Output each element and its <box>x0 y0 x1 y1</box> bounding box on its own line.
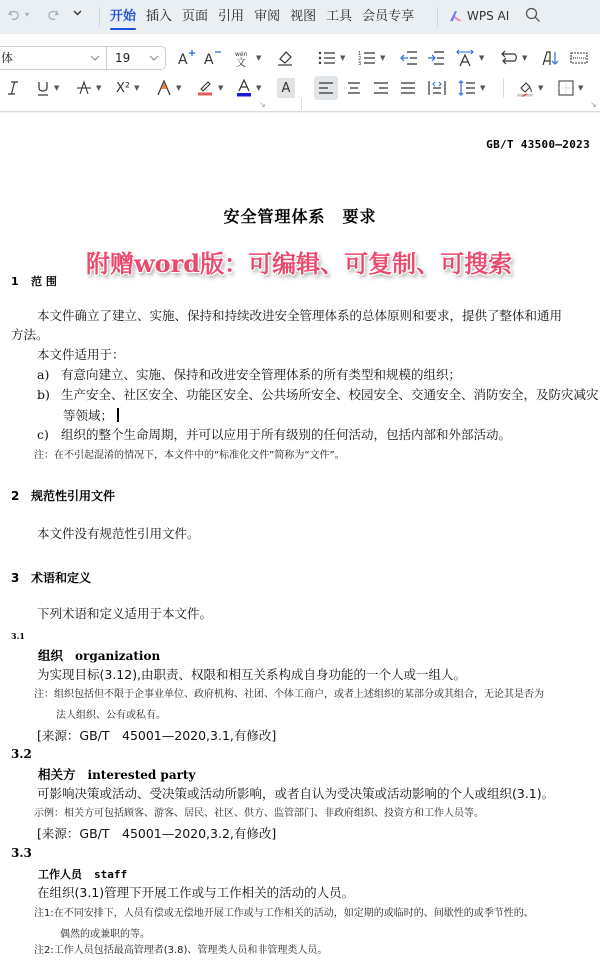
paragraph: 本文件适用于： <box>37 347 125 362</box>
example: 示例：相关方可包括顾客、游客、居民、社区、供方、监管部门、非政府组织、投资方和工作人员等。 <box>34 808 484 819</box>
term-definition: 在组织(3.1)管理下开展工作或与工作相关的活动的人员。 <box>37 885 355 900</box>
term-definition: 为实现目标(3.12),由职责、权限和相互关系构成自身功能的一个人或一组人。 <box>37 667 467 682</box>
tab-insert[interactable]: 插入 <box>146 9 173 24</box>
list-text: 组织的整个生命周期，并可以应用于所有级别的任何活动，包括内部和外部活动。 <box>61 427 512 442</box>
distribute-button[interactable] <box>428 78 446 98</box>
search-icon[interactable] <box>524 6 542 24</box>
table-grid-button[interactable] <box>570 48 588 68</box>
tab-tools[interactable]: 工具 <box>326 9 353 24</box>
align-left-button[interactable] <box>314 76 338 100</box>
section-title: 范 围 <box>31 275 57 288</box>
note: 注：在不引起混淆的情况下，本文件中的“标准化文件”简称为“文件”。 <box>34 450 345 461</box>
term-source: [来源：GB/T 45001—2020,3.1,有修改] <box>37 728 277 743</box>
menu-separator <box>99 7 100 27</box>
bullet-list-button[interactable] <box>318 48 345 68</box>
highlight-button[interactable] <box>196 78 223 98</box>
svg-text:A: A <box>178 52 188 67</box>
list-text: 有意向建立、实施、保持和改进安全管理体系的所有类型和规模的组织； <box>61 367 462 382</box>
numbered-list-button[interactable] <box>358 48 385 68</box>
char-shading-icon: A <box>281 80 291 96</box>
term-source: [来源：GB/T 45001—2020,3.2,有修改] <box>37 826 277 841</box>
clear-format-button[interactable] <box>276 48 294 68</box>
term-heading <box>38 646 160 664</box>
font-size-select[interactable] <box>106 46 166 70</box>
tab-view[interactable]: 视图 <box>290 9 317 24</box>
chevron-down-icon: ▼ <box>256 84 262 92</box>
font-dialog-launcher-icon[interactable]: ↘ <box>259 100 266 109</box>
tab-references[interactable]: 引用 <box>218 9 245 24</box>
term-zh: 工作人员 <box>38 868 82 881</box>
chevron-down-icon: ▼ <box>96 84 102 92</box>
ribbon-toolbar <box>0 34 600 112</box>
section-heading-1 <box>11 273 57 289</box>
term-en: organization <box>75 649 161 663</box>
strikethrough-button[interactable] <box>76 78 101 98</box>
chevron-down-icon: ▼ <box>578 84 584 92</box>
chevron-down-icon: ▼ <box>480 84 486 92</box>
section-heading-3 <box>11 569 91 586</box>
quick-access-more-icon[interactable] <box>72 7 83 21</box>
section-number: 3 <box>11 571 20 585</box>
section-title: 术语和定义 <box>31 571 92 585</box>
superscript-icon: X² <box>116 80 131 96</box>
tab-home[interactable]: 开始 <box>110 9 137 24</box>
section-title: 规范性引用文件 <box>31 489 116 503</box>
term-number: 3.3 <box>11 846 32 860</box>
paragraph-shading-button[interactable] <box>516 78 543 98</box>
term-number: 3.2 <box>11 747 32 761</box>
list-item <box>37 426 511 443</box>
chevron-down-icon: ▼ <box>176 84 182 92</box>
term-zh: 相关方 <box>38 767 76 782</box>
paragraph: 本文件确立了建立、实施、保持和持续改进安全管理体系的总体原则和要求，提供了整体和通用 <box>37 308 563 323</box>
svg-text:wén: wén <box>235 51 248 58</box>
document-title: 安全管理体系 要求 <box>223 207 377 226</box>
list-label: b) <box>37 387 50 402</box>
justify-button[interactable] <box>400 78 416 98</box>
list-label: a) <box>37 367 50 382</box>
svg-text:3: 3 <box>358 61 362 66</box>
sort-direction-button[interactable] <box>500 48 527 68</box>
chevron-down-icon: ▼ <box>218 84 224 92</box>
note: 注：组织包括但不限于企事业单位、政府机构、社团、个体工商户，或者上述组织的某部分或其组合，无论其是否为 <box>34 689 544 700</box>
paragraph: 本文件没有规范性引用文件。 <box>37 526 200 541</box>
group-separator <box>301 98 302 110</box>
tab-page[interactable]: 页面 <box>182 9 209 24</box>
paragraph: 方法。 <box>11 327 49 342</box>
wps-ai-label: WPS AI <box>467 9 510 23</box>
chevron-down-icon <box>90 47 100 78</box>
grow-font-button[interactable] <box>178 48 196 68</box>
line-spacing-button[interactable] <box>458 78 485 98</box>
list-label: c) <box>37 427 49 442</box>
ribbon-tabs <box>110 8 424 25</box>
increase-indent-button[interactable] <box>427 48 445 68</box>
align-right-button[interactable] <box>373 78 389 98</box>
align-center-button[interactable] <box>346 78 362 98</box>
list-item <box>37 386 599 403</box>
promo-watermark: 附赠word版：可编辑、可复制、可搜索 <box>86 249 513 278</box>
note: 偶然的或兼职的等。 <box>60 929 150 940</box>
term-en: staff <box>94 868 128 881</box>
paragraph-dialog-launcher-icon[interactable]: ↘ <box>590 100 597 109</box>
chevron-down-icon: ▼ <box>479 54 485 62</box>
text-effect-button[interactable] <box>156 78 181 98</box>
undo-dropdown-icon[interactable]: ▾ <box>25 10 30 19</box>
term-heading <box>38 866 127 882</box>
menu-bar <box>0 0 600 34</box>
list-item-continuation <box>63 407 119 424</box>
list-text: 等领域； <box>63 408 114 423</box>
menu-separator <box>437 7 438 27</box>
term-definition: 可影响决策或活动、受决策或活动所影响，或者自认为受决策或活动影响的个人或组织(3.1)。 <box>37 786 555 801</box>
superscript-button[interactable] <box>116 78 140 98</box>
paragraph: 下列术语和定义适用于本文件。 <box>37 606 213 621</box>
chevron-down-icon: ▼ <box>54 84 60 92</box>
term-en: interested party <box>87 768 196 782</box>
svg-text:文: 文 <box>236 58 246 67</box>
text-direction-button[interactable] <box>455 48 484 68</box>
redo-icon[interactable] <box>46 8 60 22</box>
list-item <box>37 366 461 383</box>
note: 法人组织、公有或私有。 <box>56 710 166 721</box>
wps-ai-logo-icon <box>449 10 463 22</box>
font-name-value: 体 <box>1 51 14 65</box>
term-heading <box>38 765 195 783</box>
chevron-down-icon: ▼ <box>340 54 346 62</box>
svg-text:2: 2 <box>358 56 362 62</box>
note: 注2:工作人员包括最高管理者(3.8)、管理类人员和非管理类人员。 <box>34 945 328 956</box>
chevron-down-icon <box>149 47 159 78</box>
shrink-font-button[interactable] <box>204 48 222 68</box>
italic-button[interactable] <box>6 78 20 98</box>
chevron-down-icon: ▼ <box>256 54 262 62</box>
term-zh: 组织 <box>38 648 64 663</box>
section-number: 2 <box>11 489 20 503</box>
note: 注1:在不同安排下，人员有偿或无偿地开展工作或与工作相关的活动，如定期的或临时的、间歇性的或季节性的、 <box>34 908 534 919</box>
font-size-value: 19 <box>115 51 131 65</box>
section-number: 1 <box>11 275 19 288</box>
tab-member[interactable]: 会员专享 <box>362 9 415 24</box>
svg-text:A: A <box>204 52 214 67</box>
term-number: 3.1 <box>11 631 25 641</box>
phonetic-guide-button[interactable] <box>234 48 261 68</box>
tab-review[interactable]: 审阅 <box>254 9 281 24</box>
group-separator <box>503 78 504 98</box>
underline-button[interactable] <box>36 78 59 98</box>
list-text: 生产安全、社区安全、功能区安全、公共场所安全、校园安全、交通安全、消防安全，及防灾减灾 <box>61 387 599 402</box>
sort-button[interactable] <box>541 48 559 68</box>
chevron-down-icon: ▼ <box>538 84 544 92</box>
borders-button[interactable] <box>558 78 583 98</box>
font-name-select[interactable] <box>0 46 106 70</box>
chevron-down-icon: ▼ <box>522 54 528 62</box>
chevron-down-icon: ▼ <box>380 54 386 62</box>
standard-number: GB/T 43500—2023 <box>486 138 590 151</box>
section-heading-2 <box>11 487 115 504</box>
decrease-indent-button[interactable] <box>400 48 418 68</box>
undo-icon[interactable] <box>7 8 21 22</box>
chevron-down-icon: ▼ <box>134 84 140 92</box>
wps-ai-button[interactable] <box>449 9 509 23</box>
document-page[interactable] <box>0 113 600 962</box>
char-shading-button[interactable] <box>277 78 295 98</box>
svg-text:1: 1 <box>358 51 362 57</box>
text-cursor <box>117 408 119 422</box>
font-color-button[interactable] <box>236 78 261 98</box>
